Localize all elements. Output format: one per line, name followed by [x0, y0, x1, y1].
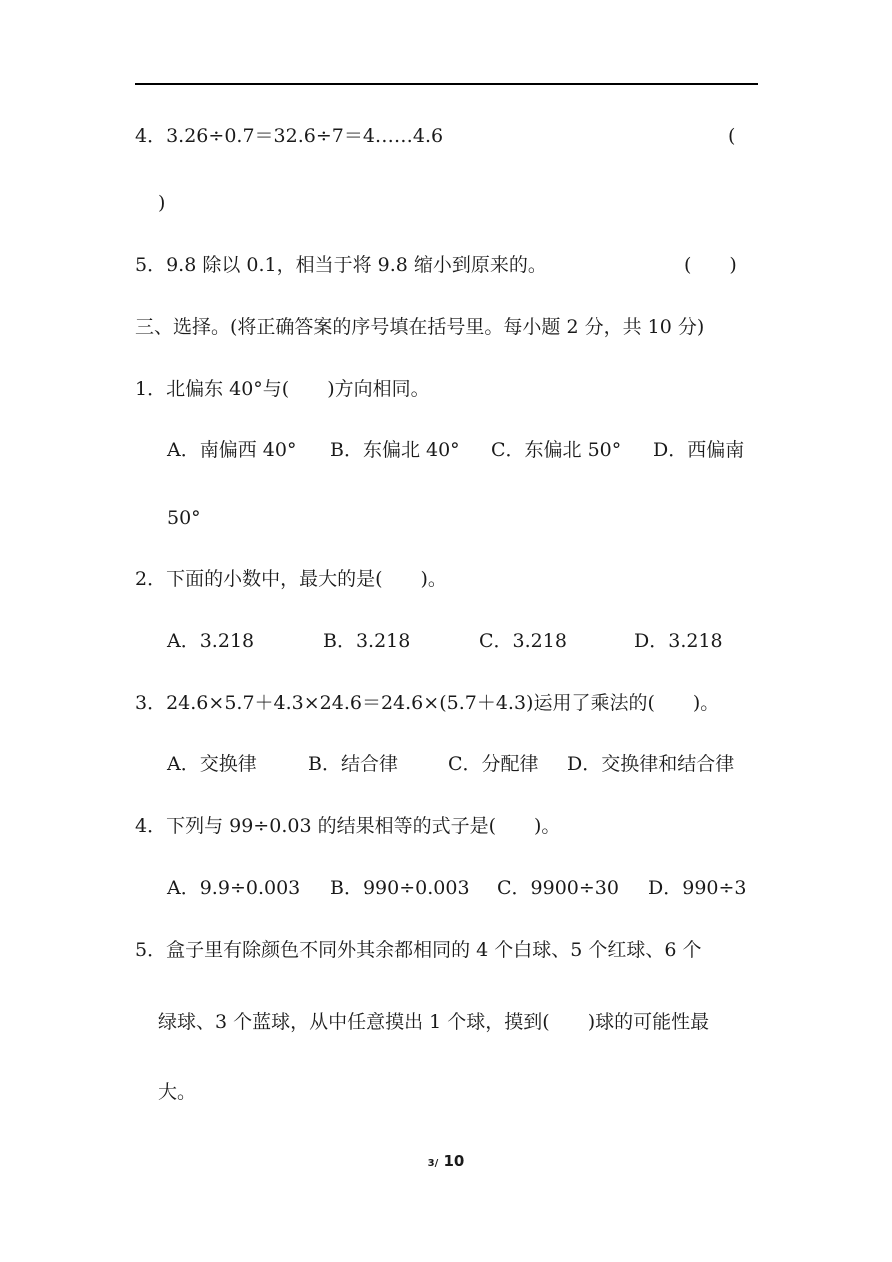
q4-option-a: A．9.9÷0.003	[167, 877, 301, 899]
q1-option-a: A．南偏西 40°	[167, 439, 297, 461]
q3-option-d: D．交换律和结合律	[567, 753, 735, 775]
page-number-total: 10	[443, 1152, 465, 1170]
q2-stem: 2．下面的小数中，最大的是( )。	[135, 568, 447, 590]
q5-stem-line-2: 绿球、3 个蓝球，从中任意摸出 1 个球，摸到( )球的可能性最	[158, 1011, 710, 1033]
judge-q4-paren-open: (	[728, 125, 736, 147]
q4-option-b: B．990÷0.003	[330, 877, 470, 899]
q4-stem: 4．下列与 99÷0.03 的结果相等的式子是( )。	[135, 815, 561, 837]
page-number-current: 3/	[427, 1158, 439, 1169]
q2-option-b: B．3.218	[323, 630, 411, 652]
judge-q4-text: 4．3.26÷0.7＝32.6÷7＝4……4.6	[135, 125, 444, 147]
q1-option-b: B．东偏北 40°	[330, 439, 460, 461]
q2-option-a: A．3.218	[167, 630, 255, 652]
q2-option-d: D．3.218	[634, 630, 723, 652]
judge-q5-paren: ( )	[684, 254, 737, 276]
q4-option-d: D．990÷3	[648, 877, 747, 899]
q4-option-c: C．9900÷30	[497, 877, 619, 899]
header-rule	[135, 83, 758, 85]
q3-option-b: B．结合律	[308, 753, 398, 775]
judge-q4-paren-close: )	[158, 192, 166, 214]
judge-q5-text: 5．9.8 除以 0.1，相当于将 9.8 缩小到原来的。	[135, 254, 547, 276]
q5-stem-line-3: 大。	[158, 1081, 197, 1103]
q1-option-d-cont: 50°	[167, 507, 201, 529]
q3-option-c: C．分配律	[448, 753, 539, 775]
q1-option-d: D．西偏南	[653, 439, 745, 461]
q2-option-c: C．3.218	[479, 630, 567, 652]
q5-stem-line-1: 5．盒子里有除颜色不同外其余都相同的 4 个白球、5 个红球、6 个	[135, 939, 702, 961]
q1-option-c: C．东偏北 50°	[491, 439, 622, 461]
q3-stem: 3．24.6×5.7＋4.3×24.6＝24.6×(5.7＋4.3)运用了乘法的( )。	[135, 692, 720, 714]
section3-title: 三、选择。(将正确答案的序号填在括号里。每小题 2 分，共 10 分)	[135, 316, 705, 338]
page-number	[0, 1152, 892, 1170]
q3-option-a: A．交换律	[167, 753, 257, 775]
q1-stem: 1．北偏东 40°与( )方向相同。	[135, 378, 430, 400]
